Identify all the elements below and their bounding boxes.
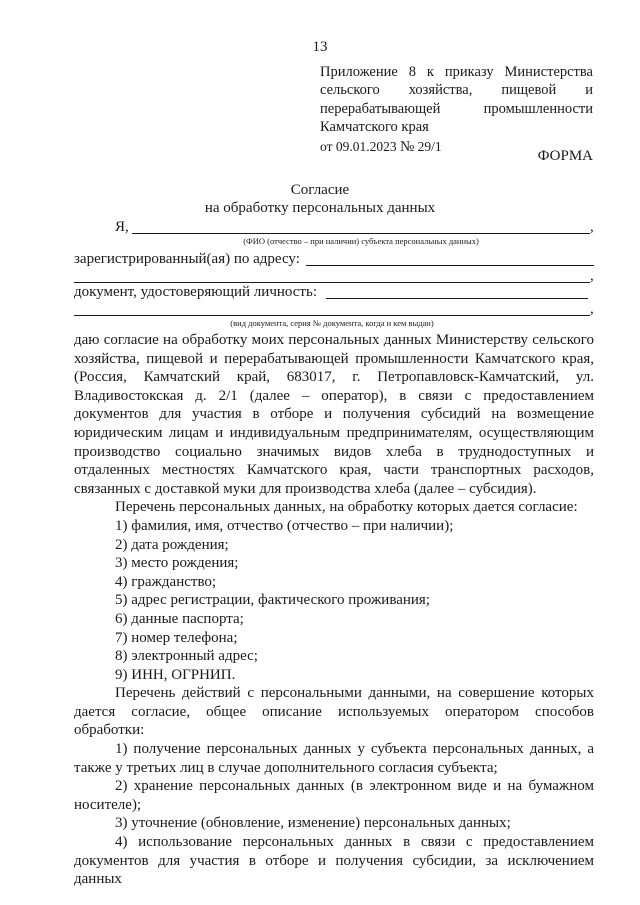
appendix-text: Приложение 8 к приказу Министерства сельского хозяйства, пищевой и перерабатывающей промышленности Камчатского края xyxy=(320,64,593,136)
body-paragraph: 8) электронный адрес; xyxy=(115,648,258,665)
body-paragraph: 1) фамилия, имя, отчество (отчество – при наличии); xyxy=(115,517,454,534)
number-sign: № xyxy=(399,138,415,155)
body-paragraph: 1) получение персональных данных у субъекта персональных данных, а также у третьих лиц в случае дополнительного согласия субъекта; xyxy=(74,741,594,776)
body-paragraph: даю согласие на обработку моих персональных данных Министерству сельского хозяйства, пищевой и перерабатывающей промышленности Камчатского края, (Россия, Камчатский край, 683017, г. Петропавловск-Камчатский, ул. Владивостокская д. 2/1 (далее – оператор), в связи с предоставлением документов для участия в отборе и получения субсидий на возмещение юридическим лицам и индивидуальным предпринимателям, осуществляющим производство социально значимых видов хлеба в труднодоступных и отдаленных местностях Камчатского края, части транспортных расходов, связанных с доставкой муки для производства хлеба (далее – субсидия). xyxy=(74,332,594,497)
appendix-date: от 09.01.2023 xyxy=(320,138,397,154)
appendix-header xyxy=(320,63,593,156)
i-label: Я, xyxy=(115,219,129,235)
title-line-1: Согласие xyxy=(290,182,350,198)
document-input-line-1[interactable] xyxy=(326,298,588,299)
body-paragraph: Перечень действий с персональными данными, на совершение которых дается согласие, общее описание используемых оператором способов обработки: xyxy=(74,685,594,739)
comma: , xyxy=(590,219,594,235)
body-paragraph: 2) дата рождения; xyxy=(115,536,229,553)
body-paragraph: Перечень персональных данных, на обработку которых дается согласие: xyxy=(115,499,578,516)
document-title xyxy=(0,181,640,217)
body-paragraph: 5) адрес регистрации, фактического проживания; xyxy=(115,592,430,609)
body-paragraph: 3) место рождения; xyxy=(115,555,239,572)
document-label: документ, удостоверяющий личность: xyxy=(74,284,317,300)
fio-hint: (ФИО (отчество – при наличии) субъекта персональных данных) xyxy=(243,236,479,246)
body-paragraph: 3) уточнение (обновление, изменение) персональных данных; xyxy=(115,815,511,832)
body-paragraph: 6) данные паспорта; xyxy=(115,610,244,627)
document-body xyxy=(74,331,594,889)
form-label: ФОРМА xyxy=(537,148,593,164)
fio-input-line[interactable] xyxy=(132,233,590,234)
appendix-number: 29/1 xyxy=(417,138,442,154)
body-paragraph: 2) хранение персональных данных (в электронном виде и на бумажном носителе); xyxy=(74,778,594,813)
comma: , xyxy=(590,301,594,317)
body-paragraph: 4) гражданство; xyxy=(115,573,217,590)
document-hint: (вид документа, серия № документа, когда и кем выдан) xyxy=(230,318,434,328)
title-line-2: на обработку персональных данных xyxy=(204,200,436,216)
document-input-line-2[interactable] xyxy=(74,315,590,316)
address-input-line-1[interactable] xyxy=(306,265,594,266)
address-input-line-2[interactable] xyxy=(74,282,590,283)
page-number: 13 xyxy=(312,39,328,55)
comma: , xyxy=(590,268,594,284)
body-paragraph: 7) номер телефона; xyxy=(115,629,238,646)
address-label: зарегистрированный(ая) по адресу: xyxy=(74,251,300,267)
body-paragraph: 9) ИНН, ОГРНИП. xyxy=(115,666,236,683)
body-paragraph: 4) использование персональных данных в связи с предоставлением документов для участия в отборе и получения субсидии, за исключением данных xyxy=(74,834,594,888)
